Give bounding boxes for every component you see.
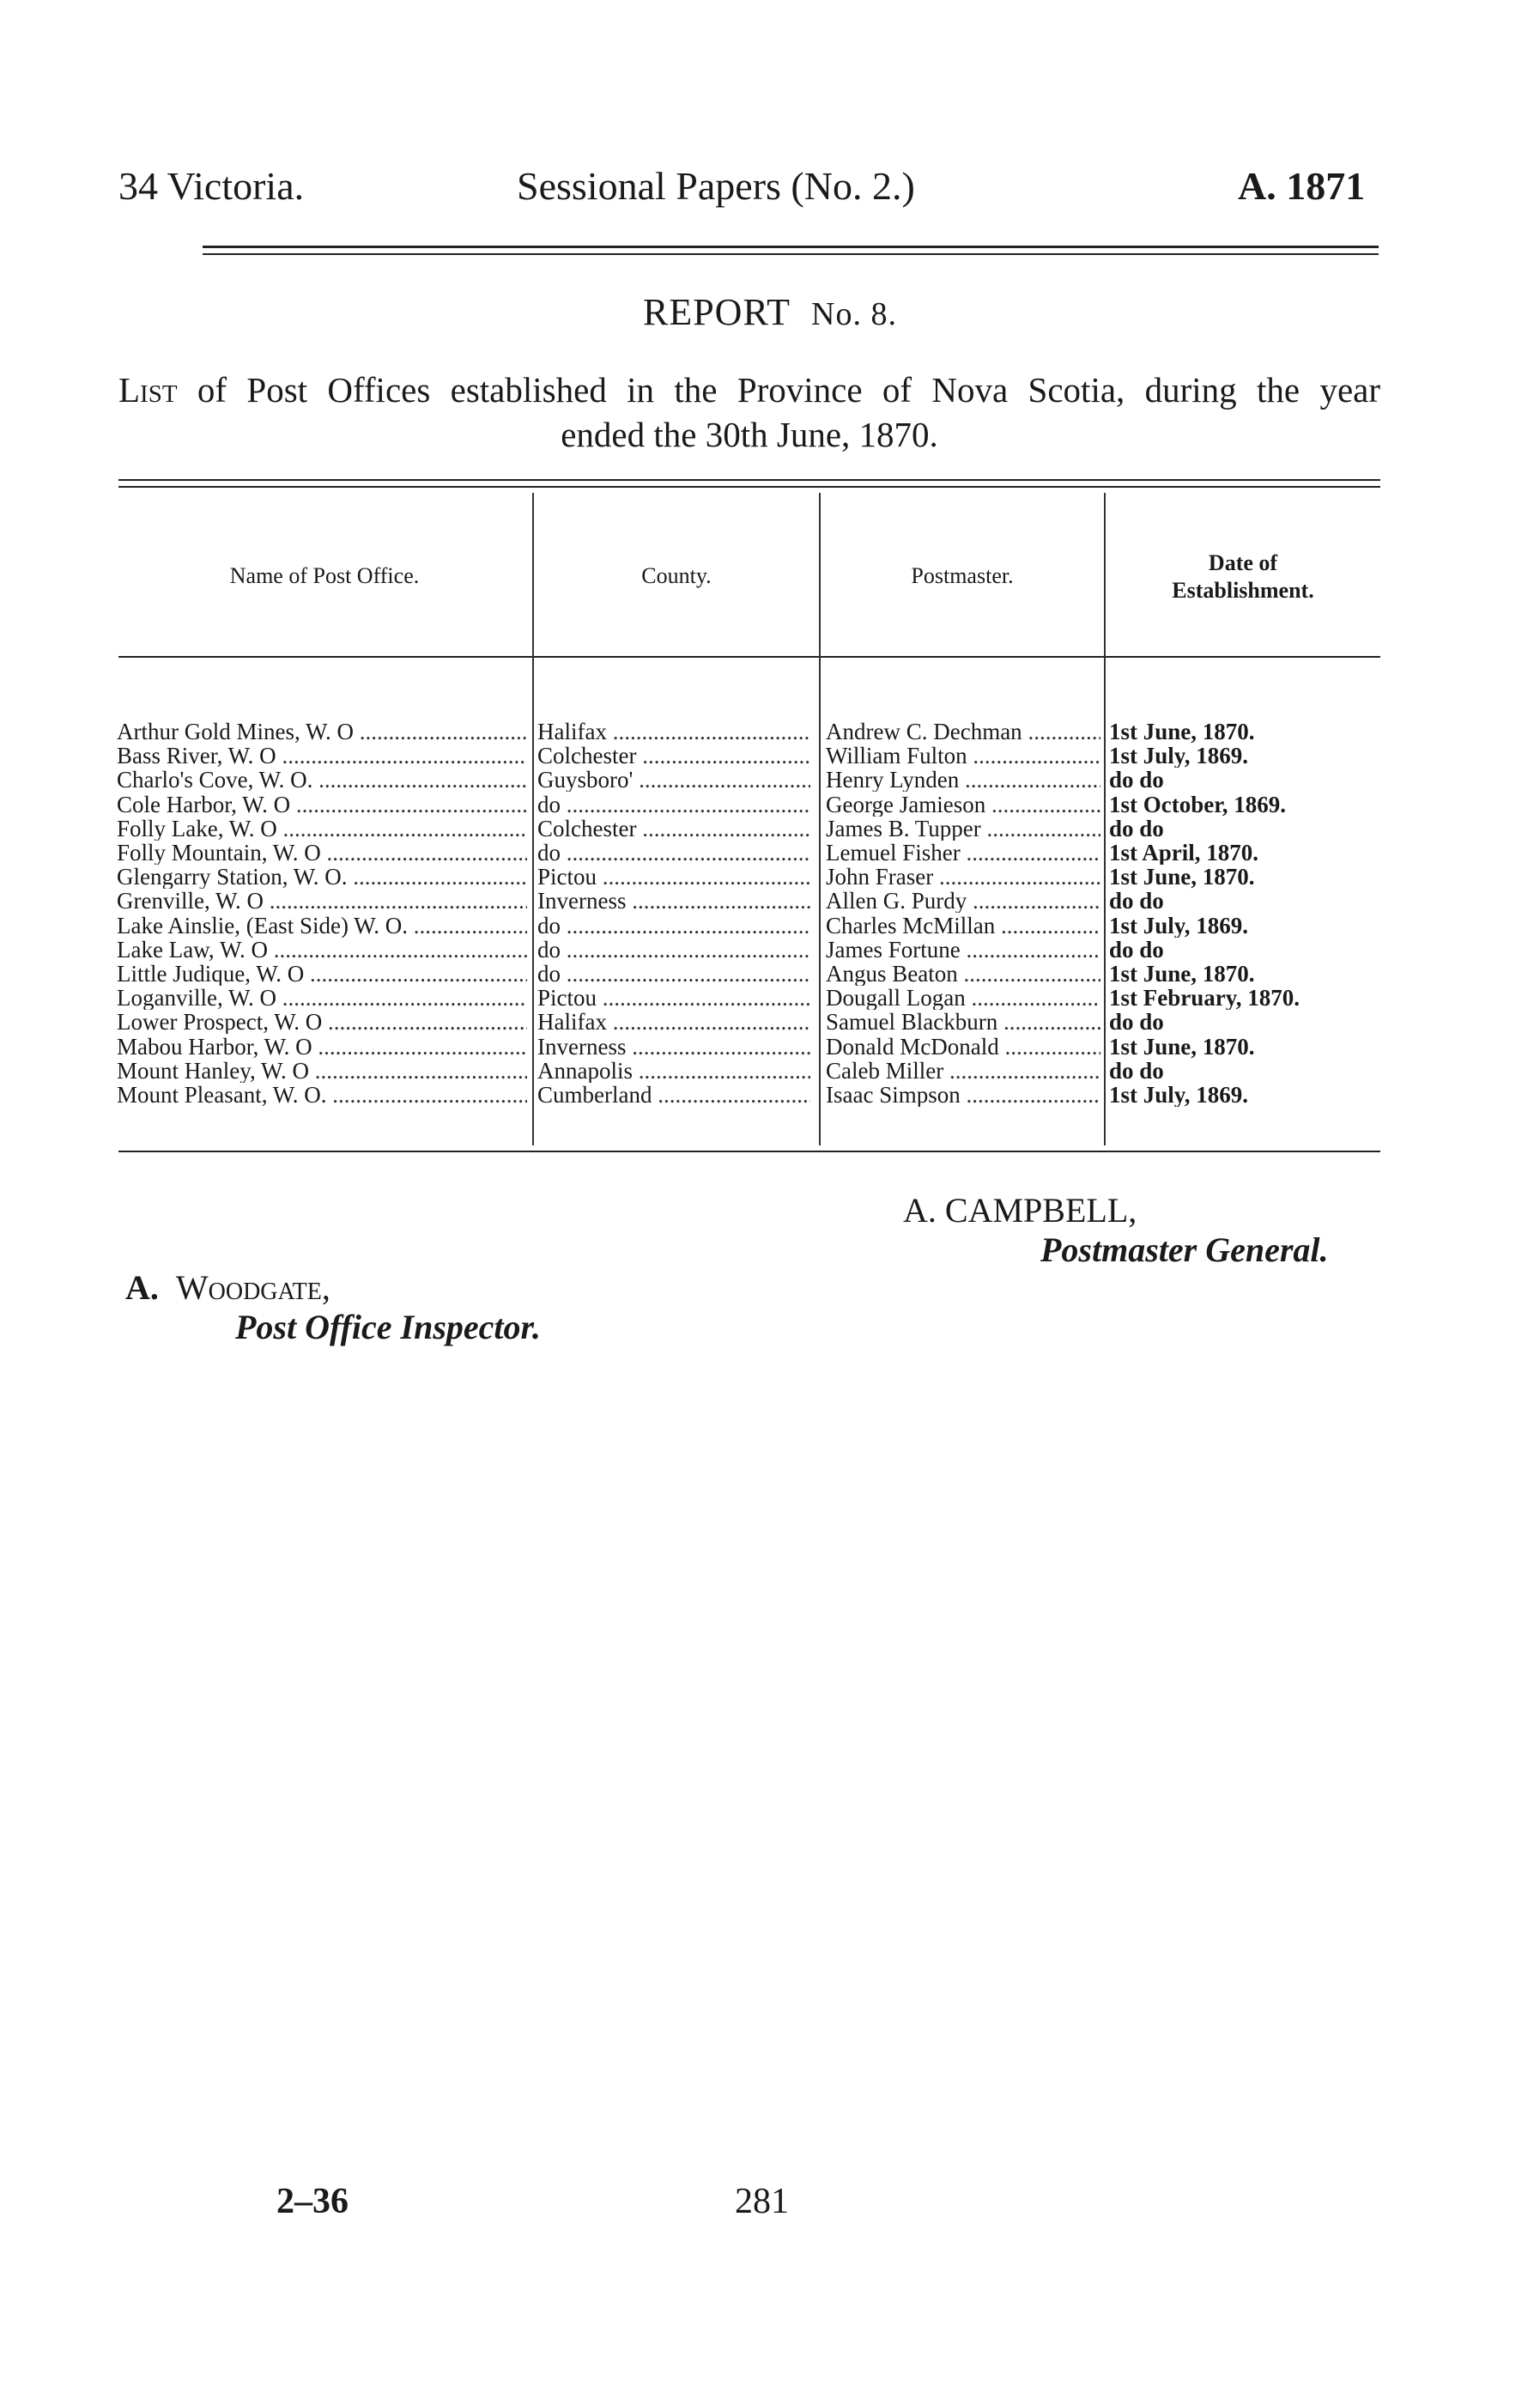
county-cell: Cumberland ..... bbox=[537, 1083, 810, 1107]
county-cell: Inverness ..... bbox=[537, 1035, 810, 1059]
county-cell: do ..... bbox=[537, 793, 810, 817]
table-row bbox=[0, 889, 1540, 913]
header-left: 34 Victoria. bbox=[118, 164, 305, 208]
county-cell: Pictou ..... bbox=[537, 865, 810, 889]
date-cell: 1st June, 1870. bbox=[1109, 962, 1255, 986]
report-intro: List of Post Offices established in the Province of Nova Scotia, during the year ended the 30th June, 1870. bbox=[118, 367, 1380, 457]
table-bottom-rule bbox=[118, 1151, 1380, 1152]
county-cell: Annapolis ..... bbox=[537, 1059, 810, 1083]
postmaster-cell: James B. Tupper ..... bbox=[826, 817, 1100, 841]
header-rule-thin bbox=[203, 253, 1379, 255]
postmaster-cell: Henry Lynden ..... bbox=[826, 768, 1100, 792]
column-header-county: County. bbox=[641, 563, 712, 588]
table-row bbox=[0, 914, 1540, 938]
post-office-name: Glengarry Station, W. O. ..... bbox=[117, 865, 527, 889]
date-cell: do do bbox=[1109, 1058, 1164, 1083]
header-rule bbox=[203, 246, 1379, 248]
intro-first-word: List bbox=[118, 370, 178, 410]
signature-postmaster-general-name: A. CAMPBELL, bbox=[903, 1191, 1137, 1230]
postmaster-cell: James Fortune ..... bbox=[826, 938, 1100, 962]
county-cell: do ..... bbox=[537, 914, 810, 938]
county-cell: Guysboro' ..... bbox=[537, 768, 810, 792]
date-cell: do do bbox=[1109, 1010, 1164, 1035]
table-row bbox=[0, 841, 1540, 865]
date-cell: 1st June, 1870. bbox=[1109, 865, 1255, 890]
table-row bbox=[0, 720, 1540, 744]
date-cell: do do bbox=[1109, 816, 1164, 841]
table-top-rule bbox=[118, 479, 1380, 481]
header-bottom-rule bbox=[118, 656, 1380, 658]
date-cell: 1st June, 1870. bbox=[1109, 720, 1255, 744]
header-right: A. 1871 bbox=[1238, 164, 1366, 208]
postmaster-cell: Samuel Blackburn ..... bbox=[826, 1010, 1100, 1034]
post-office-name: Arthur Gold Mines, W. O ..... bbox=[117, 720, 527, 744]
postmaster-cell: John Fraser ..... bbox=[826, 865, 1100, 889]
post-office-name: Grenville, W. O ..... bbox=[117, 889, 527, 913]
date-cell: do do bbox=[1109, 768, 1164, 793]
table-row bbox=[0, 1010, 1540, 1034]
column-header-postmaster: Postmaster. bbox=[911, 563, 1014, 588]
date-cell: do do bbox=[1109, 937, 1164, 962]
signature-inspector-name: A. Woodgate, bbox=[125, 1268, 330, 1307]
postmaster-cell: Andrew C. Dechman ..... bbox=[826, 720, 1100, 744]
post-office-name: Lake Ainslie, (East Side) W. O. ..... bbox=[117, 914, 527, 938]
table-row bbox=[0, 1059, 1540, 1083]
postmaster-cell: Isaac Simpson ..... bbox=[826, 1083, 1100, 1107]
county-cell: Inverness ..... bbox=[537, 889, 810, 913]
footer-signature-mark: 2–36 bbox=[276, 2182, 349, 2221]
postmaster-cell: Donald McDonald ..... bbox=[826, 1035, 1100, 1059]
post-office-name: Mount Hanley, W. O ..... bbox=[117, 1059, 527, 1083]
report-title: REPORT No. 8. bbox=[642, 291, 897, 333]
table-row bbox=[0, 793, 1540, 817]
postmaster-cell: Charles McMillan ..... bbox=[826, 914, 1100, 938]
county-cell: do ..... bbox=[537, 841, 810, 865]
county-cell: Pictou ..... bbox=[537, 986, 810, 1010]
date-cell: 1st June, 1870. bbox=[1109, 1034, 1255, 1059]
date-cell: 1st July, 1869. bbox=[1109, 913, 1249, 938]
date-cell: 1st February, 1870. bbox=[1109, 986, 1300, 1011]
table-row bbox=[0, 1083, 1540, 1107]
postmaster-cell: Allen G. Purdy ..... bbox=[826, 889, 1100, 913]
postmaster-cell: George Jamieson ..... bbox=[826, 793, 1100, 817]
date-cell: do do bbox=[1109, 889, 1164, 914]
post-office-name: Mabou Harbor, W. O ..... bbox=[117, 1035, 527, 1059]
table-top-rule-2 bbox=[118, 486, 1380, 488]
table-row bbox=[0, 744, 1540, 768]
county-cell: Colchester ..... bbox=[537, 744, 810, 768]
column-header-date: Date of Establishment. bbox=[1172, 550, 1314, 603]
county-cell: do ..... bbox=[537, 938, 810, 962]
post-office-name: Little Judique, W. O ..... bbox=[117, 962, 527, 986]
post-office-name: Folly Lake, W. O ..... bbox=[117, 817, 527, 841]
post-office-name: Folly Mountain, W. O ..... bbox=[117, 841, 527, 865]
post-office-name: Mount Pleasant, W. O. ..... bbox=[117, 1083, 527, 1107]
page-number: 281 bbox=[735, 2182, 789, 2221]
table-row bbox=[0, 962, 1540, 986]
column-header-name: Name of Post Office. bbox=[229, 563, 420, 588]
postmaster-cell: Caleb Miller ..... bbox=[826, 1059, 1100, 1083]
header-center: Sessional Papers (No. 2.) bbox=[517, 164, 915, 208]
post-office-name: Lower Prospect, W. O ..... bbox=[117, 1010, 527, 1034]
postmaster-cell: Angus Beaton ..... bbox=[826, 962, 1100, 986]
date-cell: 1st April, 1870. bbox=[1109, 841, 1259, 865]
county-cell: Halifax ..... bbox=[537, 1010, 810, 1034]
table-row bbox=[0, 817, 1540, 841]
post-office-name: Charlo's Cove, W. O. ..... bbox=[117, 768, 527, 792]
post-office-name: Loganville, W. O ..... bbox=[117, 986, 527, 1010]
county-cell: Colchester ..... bbox=[537, 817, 810, 841]
postmaster-cell: Dougall Logan ..... bbox=[826, 986, 1100, 1010]
table-row bbox=[0, 768, 1540, 792]
table-row bbox=[0, 865, 1540, 889]
postmaster-cell: William Fulton ..... bbox=[826, 744, 1100, 768]
signature-inspector-title: Post Office Inspector. bbox=[235, 1308, 541, 1346]
county-cell: do ..... bbox=[537, 962, 810, 986]
county-cell: Halifax ..... bbox=[537, 720, 810, 744]
date-cell: 1st October, 1869. bbox=[1109, 792, 1286, 817]
postmaster-cell: Lemuel Fisher ..... bbox=[826, 841, 1100, 865]
signature-postmaster-general-title: Postmaster General. bbox=[1040, 1230, 1329, 1269]
post-office-name: Bass River, W. O ..... bbox=[117, 744, 527, 768]
table-row bbox=[0, 1035, 1540, 1059]
table-row bbox=[0, 986, 1540, 1010]
table-row bbox=[0, 938, 1540, 962]
intro-line2: ended the 30th June, 1870. bbox=[561, 415, 938, 454]
post-office-name: Cole Harbor, W. O ..... bbox=[117, 793, 527, 817]
post-office-name: Lake Law, W. O ..... bbox=[117, 938, 527, 962]
date-cell: 1st July, 1869. bbox=[1109, 1083, 1249, 1107]
date-cell: 1st July, 1869. bbox=[1109, 744, 1249, 768]
